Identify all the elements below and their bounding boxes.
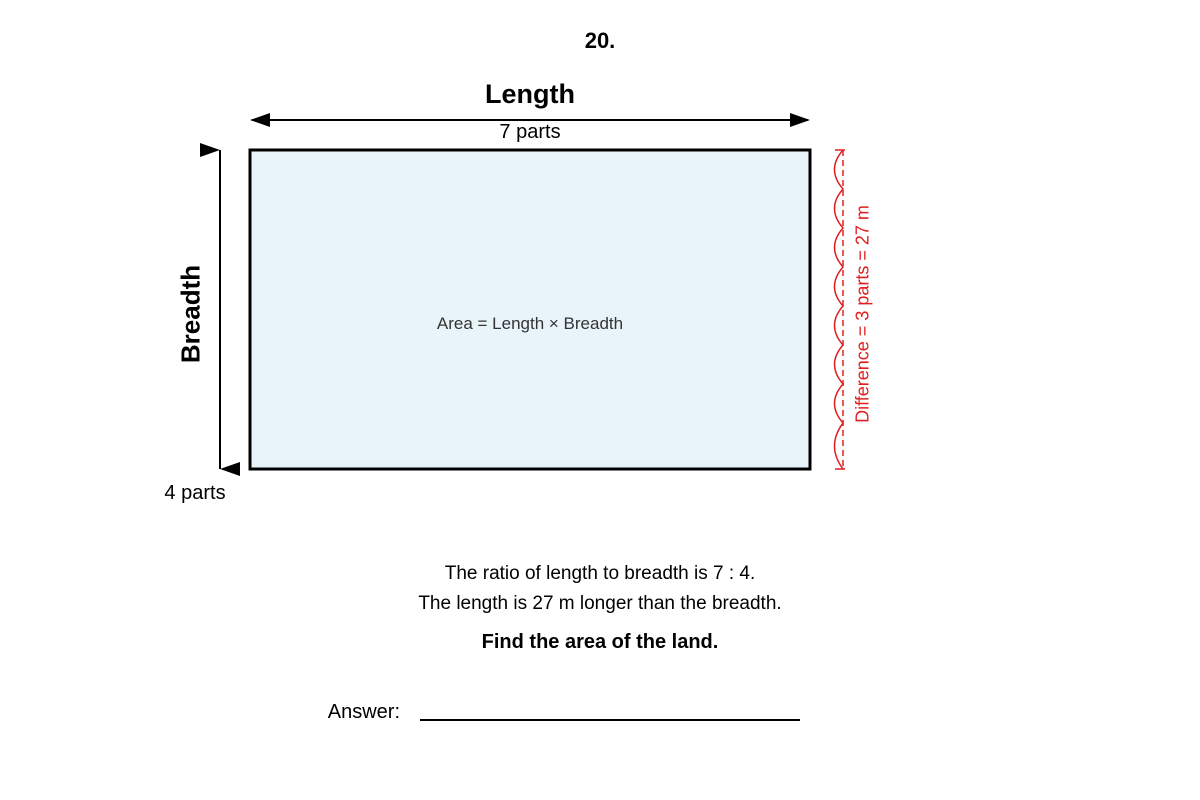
- question-number: 20.: [584, 28, 616, 53]
- difference-scallop-brace: [835, 150, 844, 469]
- length-arrow-left-head: [250, 113, 270, 127]
- answer-blank-line[interactable]: [420, 719, 800, 721]
- length-arrow-right-head: [790, 113, 810, 127]
- difference-label: Difference = 3 parts = 27 m: [852, 205, 873, 423]
- breadth-parts-label: 4 parts: [164, 482, 226, 504]
- land-rectangle: [250, 150, 810, 469]
- question-prompt: Find the area of the land.: [481, 631, 719, 653]
- ratio-statement: The ratio of length to breadth is 7 : 4.: [444, 563, 756, 584]
- answer-label: Answer:: [327, 701, 400, 723]
- breadth-bracket-top-head: [200, 143, 220, 157]
- length-statement: The length is 27 m longer than the breadth.: [418, 593, 782, 614]
- length-label: Length: [485, 79, 575, 109]
- breadth-bracket-bottom-head: [220, 462, 240, 476]
- length-parts-label: 7 parts: [499, 121, 561, 143]
- area-formula: Area = Length × Breadth: [436, 314, 624, 333]
- breadth-label: Breadth: [175, 264, 206, 364]
